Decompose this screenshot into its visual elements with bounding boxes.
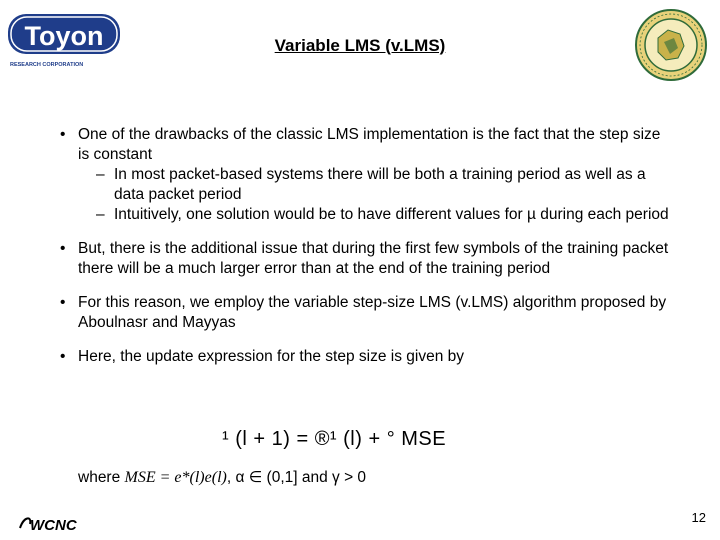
toyon-logo-text: Toyon [24,21,104,51]
bullet-step-size [60,125,670,225]
sub-bullet-packet-periods: – In most packet-based systems there will be both a training period as well as a data packet period [60,165,670,205]
formula-definition [78,468,366,487]
bullet-update-expression: • Here, the update expression for the step size is given by [60,347,670,367]
wcnc-logo [18,514,92,534]
sub-bullet-different-mu: – Intuitively, one solution would be to have different values for µ during each period [60,205,670,225]
where-prefix: where [78,469,125,486]
mse-definition: MSE = e*(l)e(l) [124,469,227,486]
slide-title: Variable LMS (v.LMS) [274,36,446,55]
bullet-vlms-algorithm: • For this reason, we employ the variable step-size LMS (v.LMS) algorithm proposed by Aboulnasr and Mayyas [60,293,670,333]
sub-bullets [78,165,670,225]
toyon-logo-subtext: RESEARCH CORPORATION [10,62,84,68]
bullet-text: One of the drawbacks of the classic LMS implementation is the fact that the step size is constant [78,126,661,163]
wcnc-logo-text: WCNC [30,517,77,534]
bullet-error-issue: • But, there is the additional issue that during the first few symbols of the training packet there will be a much larger error than at the end of the training period [60,239,670,279]
where-suffix: , α ∈ (0,1] and γ > 0 [226,469,367,486]
university-seal [634,8,708,82]
slide-body [60,125,670,381]
page-number: 12 [691,510,706,525]
step-size-formula: ¹ (l + 1) = ®¹ (l) + ° MSE [222,428,447,450]
